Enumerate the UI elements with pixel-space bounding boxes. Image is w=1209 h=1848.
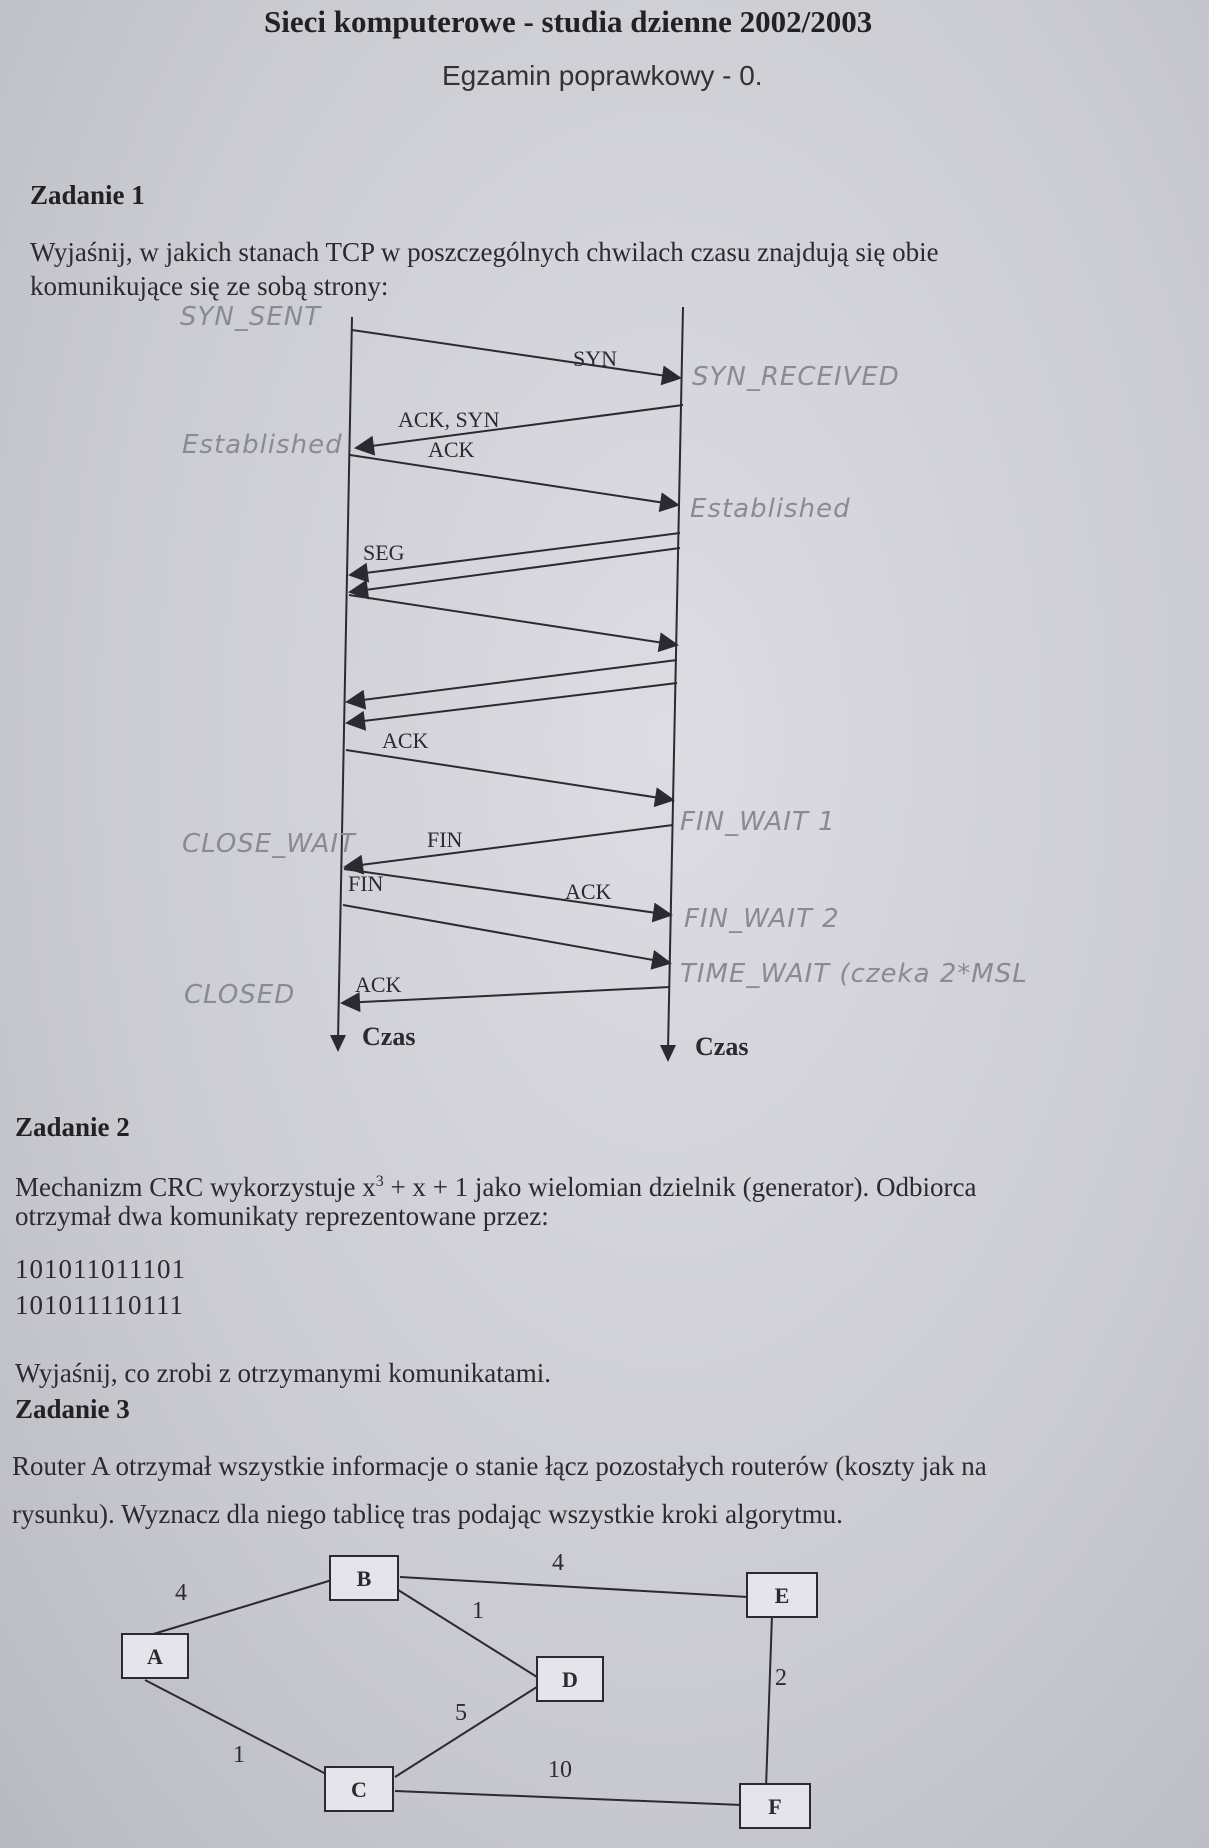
msg-ack1-label: ACK xyxy=(428,437,475,462)
annotation-right-established: Established xyxy=(690,494,851,524)
router-b-label: B xyxy=(356,1566,372,1591)
msg-fin1-arrow xyxy=(345,825,673,867)
router-f xyxy=(740,1784,810,1828)
task1-heading: Zadanie 1 xyxy=(30,180,145,210)
task2-text-line2: otrzymał dwa komunikaty reprezentowane przez: xyxy=(15,1201,549,1231)
task3-heading: Zadanie 3 xyxy=(15,1394,130,1424)
crc-message-1: 101011011101 xyxy=(15,1254,186,1284)
msg-seg4-arrow xyxy=(347,683,677,723)
task2-question: Wyjaśnij, co zrobi z otrzymanymi komunikatami. xyxy=(15,1358,551,1388)
msg-fin1-label: FIN xyxy=(427,827,463,852)
task3-text-line1: Router A otrzymał wszystkie informacje o stanie łącz pozostałych routerów (koszty jak na xyxy=(12,1451,987,1481)
right-timeline xyxy=(668,307,683,1050)
msg-syn-arrow xyxy=(352,330,680,378)
right-time-arrow xyxy=(660,1045,676,1062)
msg-data-arrow xyxy=(349,595,677,645)
msg-ack-syn-label: ACK, SYN xyxy=(398,407,500,432)
router-d xyxy=(537,1657,603,1701)
msg-ack2-arrow xyxy=(346,750,673,800)
edge-e-f xyxy=(766,1615,772,1788)
cost-a-c: 1 xyxy=(233,1742,245,1768)
annotation-left-established: Established xyxy=(182,430,343,460)
router-d-label: D xyxy=(562,1667,578,1692)
annotation-time-wait: TIME_WAIT (czeka 2*MSL xyxy=(680,959,1028,989)
edge-b-e xyxy=(400,1577,748,1597)
router-e xyxy=(747,1573,817,1617)
tcp-sequence-diagram xyxy=(0,295,1209,1075)
msg-ack1-arrow xyxy=(350,455,678,505)
page-subtitle: Egzamin poprawkowy - 0. xyxy=(442,60,763,91)
cost-c-d: 5 xyxy=(455,1700,467,1726)
cost-b-e: 4 xyxy=(552,1550,564,1576)
page-title: Sieci komputerowe - studia dzienne 2002/2003 xyxy=(264,4,873,39)
annotation-closed: CLOSED xyxy=(184,980,296,1010)
cost-c-f: 10 xyxy=(548,1757,572,1783)
task2-line1-post: + x + 1 jako wielomian dzielnik (generator). Odbiorca xyxy=(383,1172,977,1202)
task2-exponent: 3 xyxy=(375,1173,384,1190)
annotation-syn-sent: SYN_SENT xyxy=(180,302,322,332)
cost-a-b: 4 xyxy=(175,1580,187,1606)
msg-ack3-label: ACK xyxy=(565,879,612,904)
router-c-label: C xyxy=(351,1777,367,1802)
edge-c-d xyxy=(395,1685,540,1777)
right-time-axis-label: Czas xyxy=(695,1032,749,1061)
task1-text-line2: komunikujące się ze sobą strony: xyxy=(30,271,389,301)
edge-b-d xyxy=(395,1588,537,1677)
left-time-axis-label: Czas xyxy=(362,1022,416,1051)
router-c xyxy=(325,1767,393,1811)
task2-line1-pre: Mechanizm CRC wykorzystuje x xyxy=(15,1172,376,1202)
msg-fin2-label: FIN xyxy=(348,871,384,896)
msg-ack4-label: ACK xyxy=(355,972,402,997)
msg-seg3-arrow xyxy=(347,660,677,702)
crc-message-2: 101011110111 xyxy=(15,1290,184,1320)
annotation-syn-received: SYN_RECEIVED xyxy=(692,362,900,392)
router-e-label: E xyxy=(774,1583,790,1608)
router-a xyxy=(122,1634,188,1678)
annotation-fin-wait2: FIN_WAIT 2 xyxy=(684,904,840,934)
msg-fin2-arrow xyxy=(343,905,670,963)
network-graph xyxy=(0,1540,1209,1848)
router-b xyxy=(330,1556,398,1600)
router-f-label: F xyxy=(768,1794,782,1819)
annotation-close-wait: CLOSE_WAIT xyxy=(182,829,356,859)
left-timeline xyxy=(338,317,352,1040)
annotation-fin-wait1: FIN_WAIT 1 xyxy=(680,807,836,837)
task1-text-line1: Wyjaśnij, w jakich stanach TCP w poszczególnych chwilach czasu znajdują się obie xyxy=(30,237,939,267)
msg-ack3-arrow xyxy=(344,869,671,915)
edge-c-f xyxy=(395,1791,742,1805)
cost-b-d: 1 xyxy=(472,1598,484,1624)
task2-heading: Zadanie 2 xyxy=(15,1112,130,1142)
msg-ack2-label: ACK xyxy=(382,728,429,753)
msg-syn-label: SYN xyxy=(573,346,618,371)
task3-text-line2: rysunku). Wyznacz dla niego tablicę tras podając wszystkie kroki algorytmu. xyxy=(12,1499,843,1529)
cost-e-f: 2 xyxy=(775,1665,787,1691)
router-a-label: A xyxy=(147,1644,163,1669)
left-time-arrow xyxy=(330,1035,346,1052)
msg-seg-label: SEG xyxy=(363,540,405,565)
